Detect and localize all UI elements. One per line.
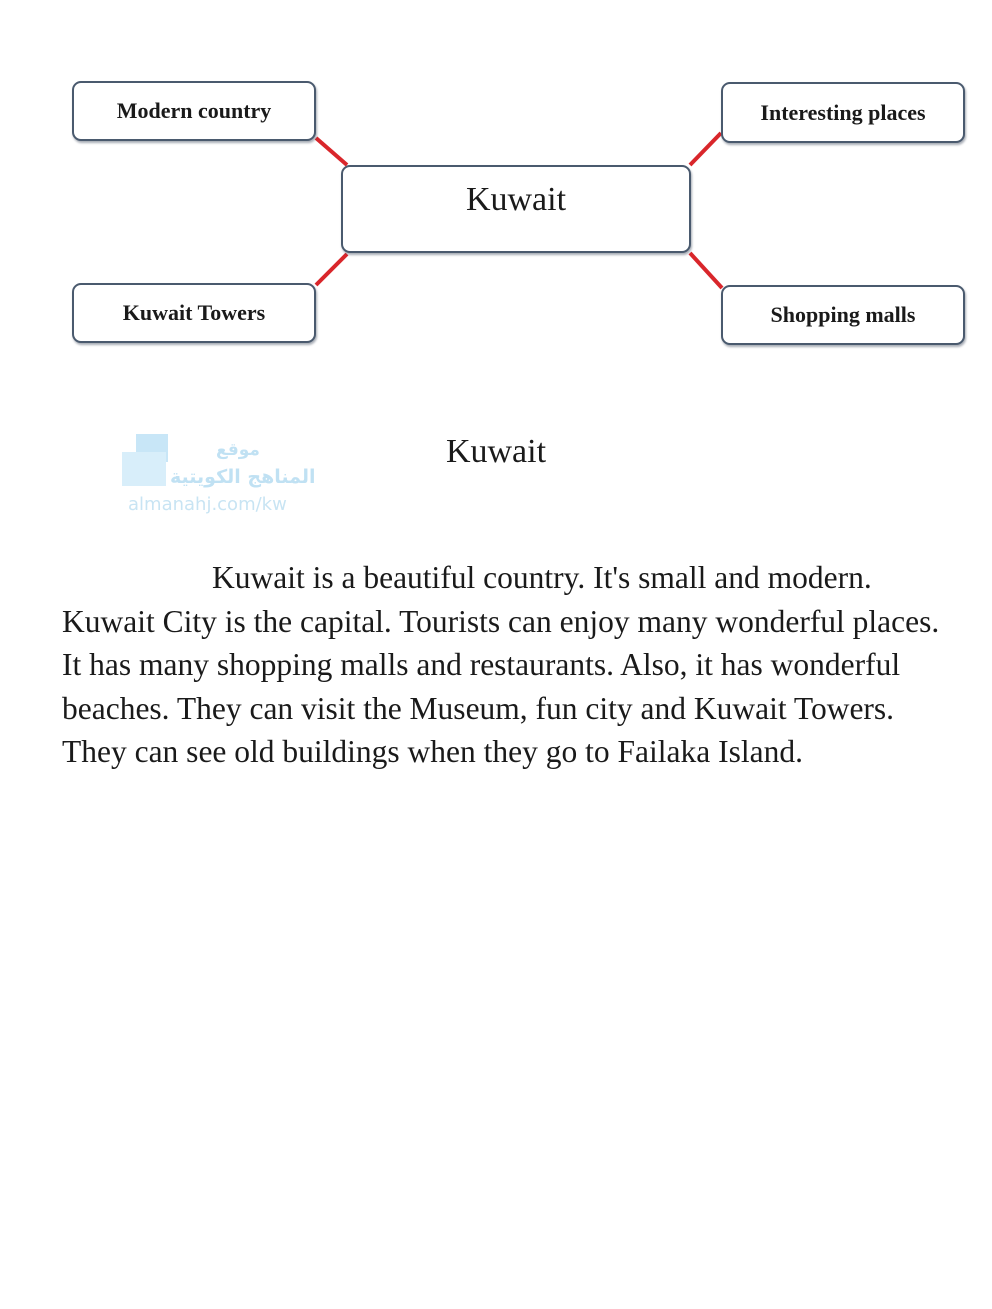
watermark-url: almanahj.com/kw [128, 494, 287, 515]
essay-title: Kuwait [445, 433, 547, 470]
connector-bottom-right [690, 253, 722, 288]
connector-top-right [690, 133, 721, 165]
node-label: Shopping malls [770, 302, 916, 327]
watermark-arabic-top: موقع [216, 440, 260, 460]
node-modern-country [72, 81, 316, 141]
connector-bottom-left [316, 254, 347, 285]
node-label: Modern country [116, 98, 272, 123]
node-label: Kuwait Towers [122, 300, 266, 325]
node-shopping-malls [721, 285, 965, 345]
node-label: Interesting places [760, 99, 926, 125]
connector-top-left [316, 138, 347, 165]
mind-map [0, 0, 992, 360]
watermark-arabic-name: المناهج الكويتية [170, 466, 316, 488]
node-center-kuwait [341, 165, 691, 253]
node-interesting-places [721, 82, 965, 143]
node-kuwait-towers [72, 283, 316, 343]
essay-body: Kuwait is a beautiful country. It's small and modern. Kuwait City is the capital. Tourists can enjoy many wonderful places. It has many shopping malls and restaurants. Also, it has wonderful beaches. They can visit the Museum, fun city and Kuwait Towers. They can see old buildings when they go to Failaka Island. [62, 560, 940, 769]
node-label: Kuwait [465, 181, 567, 218]
